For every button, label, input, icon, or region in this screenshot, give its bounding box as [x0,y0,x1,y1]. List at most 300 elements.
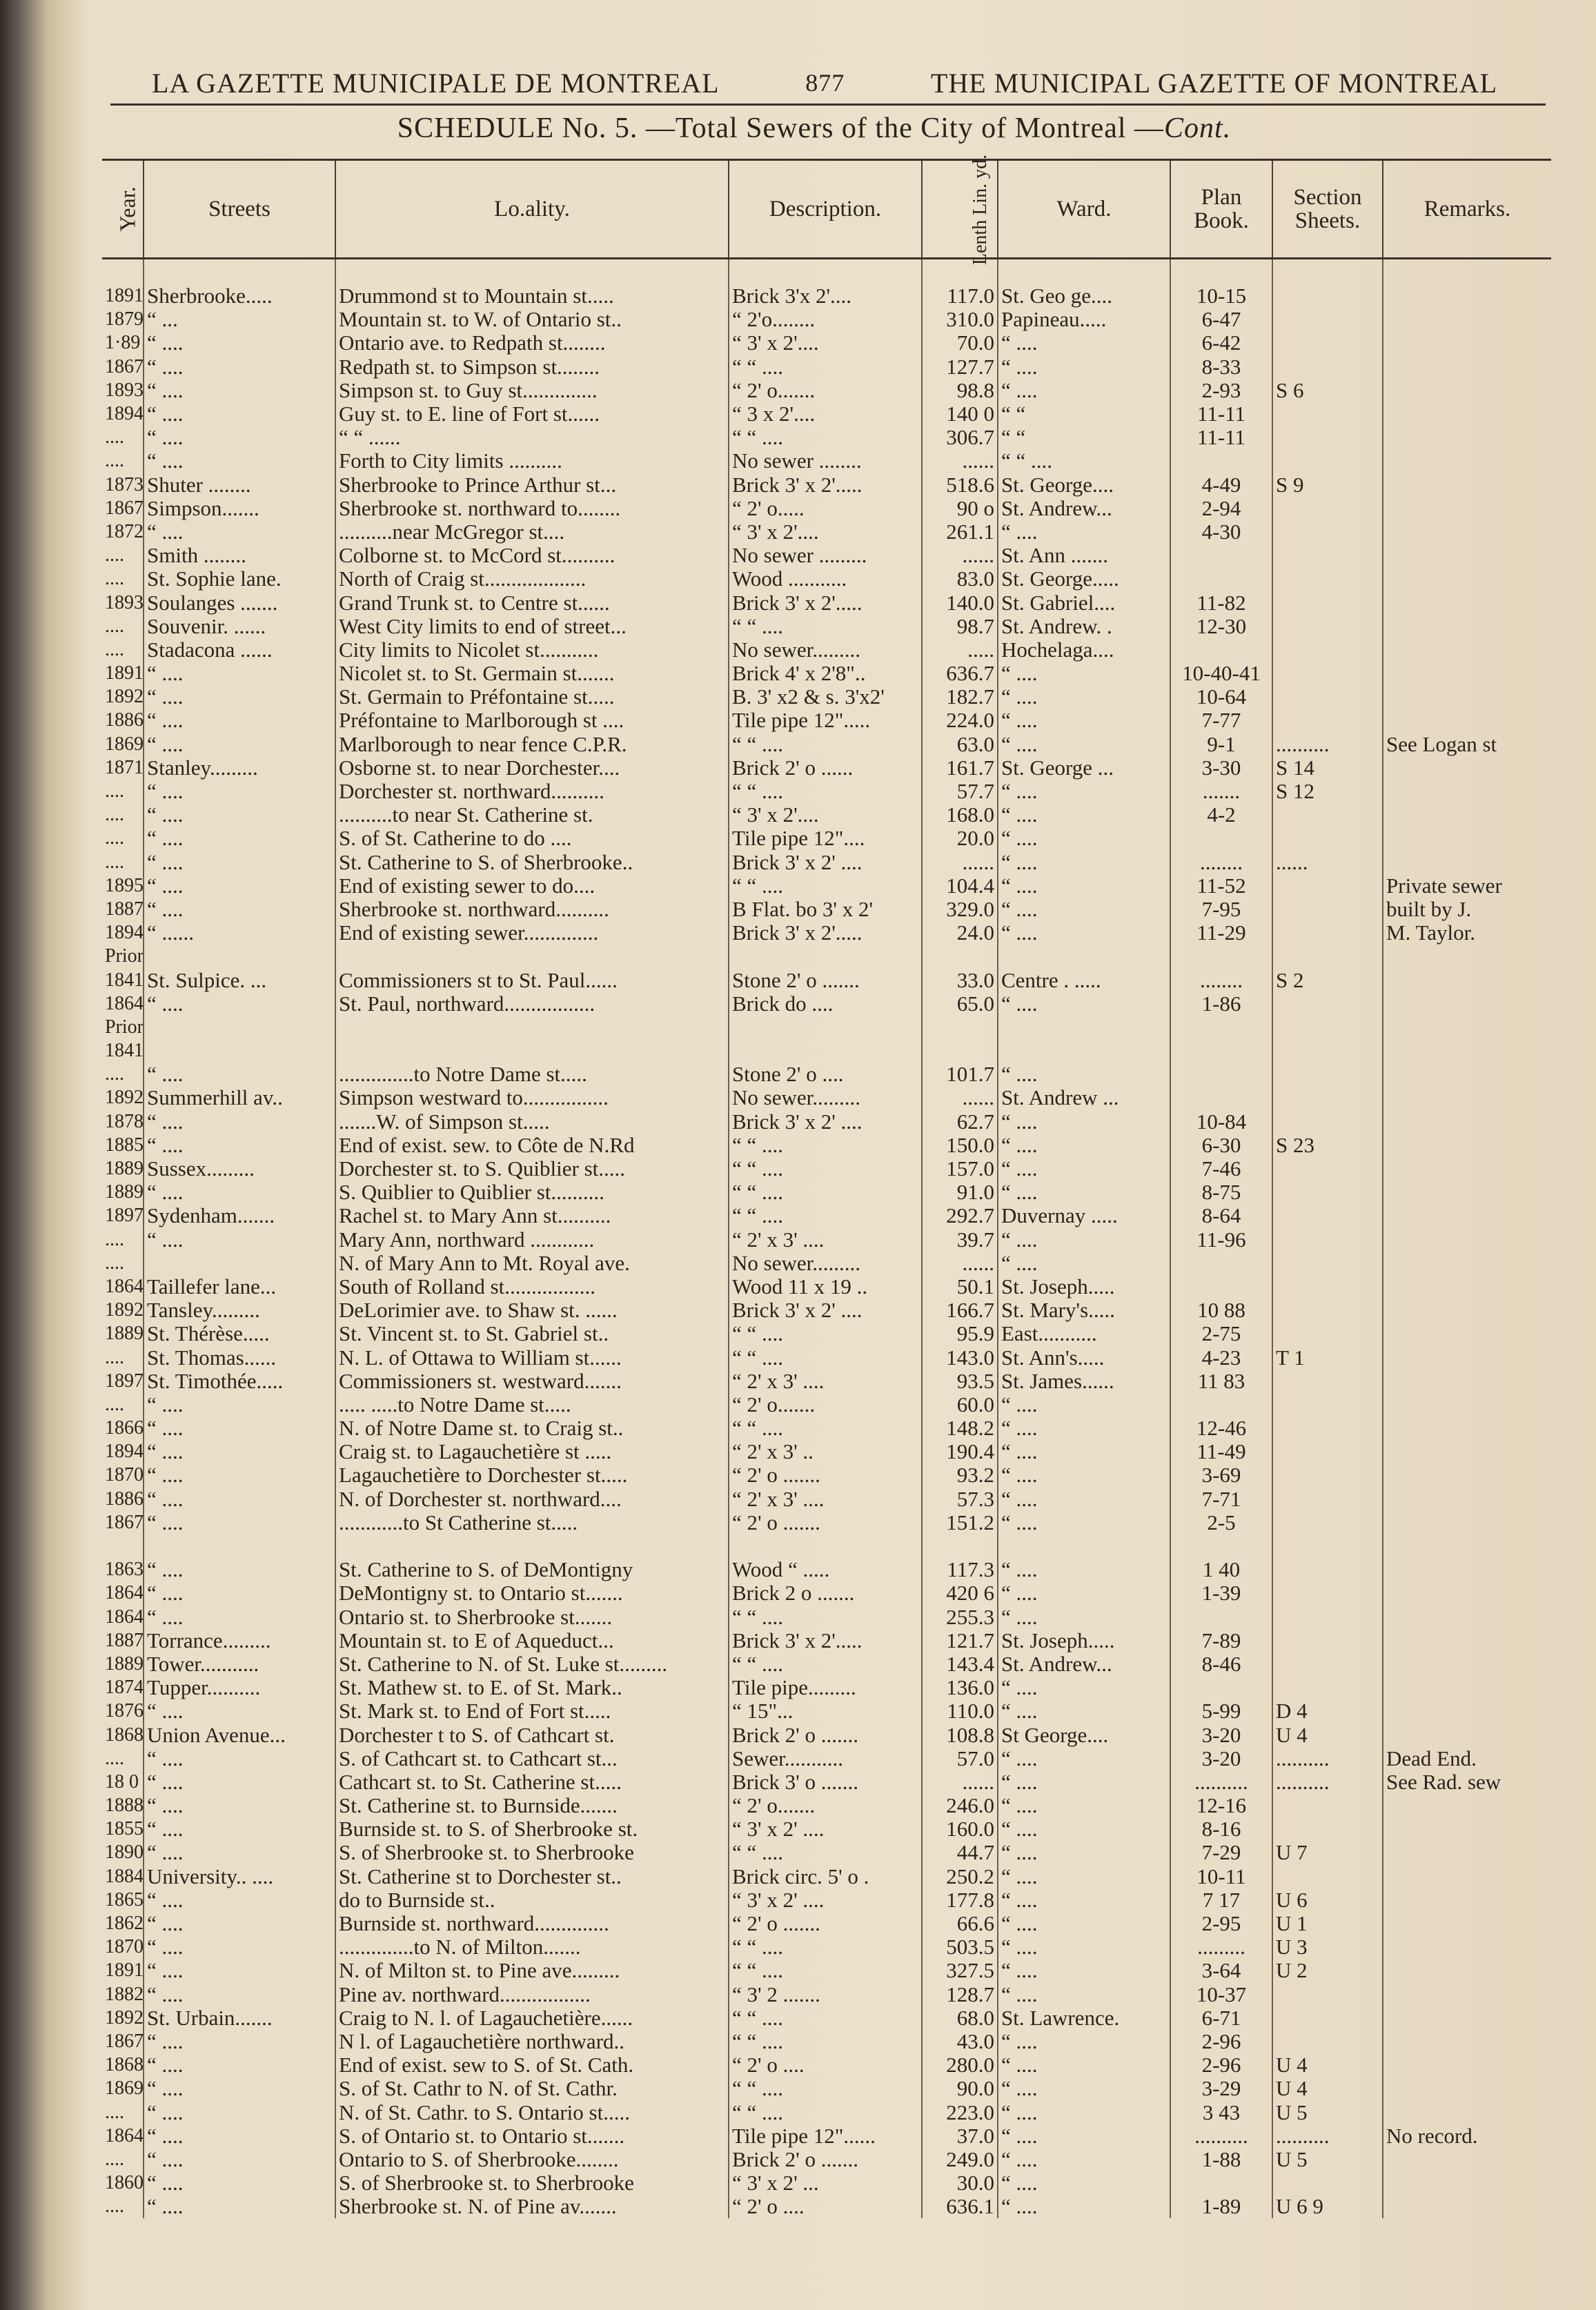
year-cell: 1893 [105,591,144,613]
year-cell: 1864 [105,2124,144,2146]
street-cell: “ .... [144,2077,335,2100]
ward-cell: “ .... [998,2195,1170,2218]
ward-cell: St. Joseph..... [998,1275,1170,1299]
remarks-cell: built by J. [1383,898,1551,921]
col-header-length: Lenth Lin. yd. [922,160,998,259]
length-cell: 128.7 [922,1983,998,2006]
length-cell: 246.0 [922,1794,998,1817]
remarks-cell [1383,1865,1551,1888]
description-cell: “ 2' o....... [729,1393,922,1416]
year-cell: 1841 [105,1040,144,1062]
ward-cell: “ .... [998,1770,1170,1794]
length-cell: 39.7 [922,1228,998,1252]
length-cell: 93.5 [922,1370,998,1393]
locality-cell: Sherbrooke st. N. of Pine av....... [335,2195,729,2218]
table-row [102,1770,1551,1794]
year-cell: .... [105,615,124,637]
plan-book-cell: .......... [1170,1770,1272,1794]
remarks-cell [1383,1275,1551,1299]
table-row [102,520,1551,544]
year-cell: .... [105,2195,124,2218]
length-cell: 66.6 [922,1912,998,1935]
remarks-cell [1383,1488,1551,1511]
street-cell: “ .... [144,709,335,732]
length-cell: 70.0 [922,331,998,355]
remarks-cell [1383,1912,1551,1935]
street-cell: “ .... [144,2030,335,2053]
description-cell: “ “ .... [729,1606,922,1629]
locality-cell: Sherbrooke st. northward to........ [335,497,729,520]
year-cell [102,1534,144,1558]
description-cell: Tile pipe 12"..... [729,709,922,732]
year-cell: .... [105,450,124,472]
street-cell: “ .... [144,898,335,921]
length-cell: 310.0 [922,308,998,331]
street-cell [144,1534,335,1558]
length-cell: ...... [922,851,998,874]
remarks-cell [1383,1935,1551,1959]
remarks-cell [1383,2077,1551,2100]
year-cell: 1891 [105,1959,144,1982]
plan-book-cell: 1-86 [1170,992,1272,1016]
section-sheet-cell [1272,2030,1383,2053]
year-cell: 1888 [105,1795,144,1817]
year-cell: 1862 [105,1913,144,1935]
locality-cell: Burnside st. northward.............. [335,1912,729,1935]
plan-book-cell: 7-89 [1170,1629,1272,1652]
length-cell: 140.0 [922,591,998,614]
street-cell: “ .... [144,1817,335,1841]
year-cell: 1867 [105,1511,144,1533]
plan-book-cell: 3-64 [1170,1959,1272,1982]
section-sheet-cell: U 4 [1272,1723,1383,1746]
table-row [102,497,1551,520]
section-sheet-cell [1272,1629,1383,1652]
plan-book-cell: 5-99 [1170,1699,1272,1723]
year-cell: 1864 [105,1606,144,1628]
remarks-cell [1383,2006,1551,2030]
street-cell: “ .... [144,1511,335,1534]
section-sheet-cell [1272,449,1383,473]
street-cell [144,1039,335,1063]
remarks-cell: Private sewer [1383,874,1551,898]
table-row [102,2030,1551,2053]
length-cell: 90 o [922,497,998,520]
street-cell: “ .... [144,1393,335,1416]
section-sheet-cell [1272,921,1383,945]
description-cell: “ “ .... [729,1204,922,1227]
length-cell: 30.0 [922,2171,998,2195]
plan-book-cell [1170,945,1272,968]
remarks-cell [1383,2053,1551,2077]
section-sheet-cell [1272,497,1383,520]
length-cell: 108.8 [922,1723,998,1746]
table-row [102,1606,1551,1629]
locality-cell: N. L. of Ottawa to William st...... [335,1345,729,1369]
remarks-cell [1383,1581,1551,1605]
ward-cell: “ .... [998,1134,1170,1157]
street-cell: Sherbrooke..... [144,284,335,308]
remarks-cell [1383,1558,1551,1581]
year-cell: 1869 [105,2077,144,2100]
locality-cell: St. Mathew st. to E. of St. Mark.. [335,1676,729,1699]
length-cell: 57.3 [922,1488,998,1511]
section-sheet-cell [1272,1983,1383,2006]
section-sheet-cell [1272,1299,1383,1322]
remarks-cell [1383,945,1551,968]
table-header-row [102,160,1551,259]
remarks-cell [1383,402,1551,426]
street-cell: “ .... [144,1912,335,1935]
street-cell: “ .... [144,1110,335,1134]
plan-book-cell: ........ [1170,851,1272,874]
street-cell: “ .... [144,2171,335,2195]
section-sheet-cell: .......... [1272,2124,1383,2148]
table-row [102,2195,1551,2218]
length-cell: 329.0 [922,898,998,921]
plan-book-cell: ....... [1170,780,1272,803]
street-cell: St. Sulpice. ... [144,968,335,991]
length-cell: 43.0 [922,2030,998,2053]
description-cell: “ “ .... [729,355,922,379]
ward-cell: “ .... [998,1983,1170,2006]
ward-cell: “ .... [998,2171,1170,2195]
page-number: 877 [805,69,845,97]
locality-cell: End of exist. sew. to Côte de N.Rd [335,1134,729,1157]
plan-book-cell: 11-96 [1170,1228,1272,1252]
table-row [102,567,1551,591]
remarks-cell [1383,851,1551,874]
year-cell: .... [105,426,124,448]
description-cell: “ 3' x 2' ... [729,2171,922,2195]
street-cell: “ .... [144,1747,335,1770]
locality-cell: Mountain st. to W. of Ontario st.. [335,308,729,331]
street-cell: Taillefer lane... [144,1275,335,1299]
year-cell: 1886 [105,709,144,731]
description-cell: “ “ .... [729,1935,922,1959]
description-cell: B Flat. bo 3' x 2' [729,898,922,921]
length-cell: 160.0 [922,1817,998,1841]
year-cell: 1868 [105,1724,144,1746]
locality-cell: St. Vincent st. to St. Gabriel st.. [335,1322,729,1345]
description-cell: Brick 3' x 2'..... [729,1629,922,1652]
year-cell: .... [105,1228,124,1250]
table-row [102,1581,1551,1605]
locality-cell: Osborne st. to near Dorchester.... [335,756,729,780]
description-cell: “ “ .... [729,1181,922,1204]
length-cell [922,1016,998,1039]
street-cell: “ .... [144,1463,335,1487]
ward-cell: St. Mary's..... [998,1299,1170,1322]
table-row [102,1157,1551,1181]
description-cell: “ 2'o........ [729,308,922,331]
length-cell: 157.0 [922,1157,998,1181]
remarks-cell: See Rad. sew [1383,1770,1551,1794]
section-sheet-cell [1272,544,1383,567]
remarks-cell [1383,615,1551,638]
year-cell: 1895 [105,874,144,896]
ward-cell: “ .... [998,1888,1170,1912]
ward-cell: “ .... [998,733,1170,756]
remarks-cell [1383,1016,1551,1039]
ward-cell: St. Andrew... [998,1652,1170,1676]
ward-cell: “ .... [998,1228,1170,1252]
ward-cell: St. Andrew. . [998,615,1170,638]
street-cell: “ .... [144,1416,335,1440]
year-cell: 1872 [105,520,144,542]
year-cell: .... [105,804,124,826]
length-cell: 95.9 [922,1322,998,1345]
street-cell: St. Urbain....... [144,2006,335,2030]
locality-cell: Préfontaine to Marlborough st .... [335,709,729,732]
remarks-cell [1383,1888,1551,1912]
ward-cell: St. Andrew ... [998,1086,1170,1109]
locality-cell: N. of Notre Dame st. to Craig st.. [335,1416,729,1440]
street-cell: “ .... [144,1558,335,1581]
street-cell: Tower........... [144,1652,335,1676]
locality-cell: Rachel st. to Mary Ann st.......... [335,1204,729,1227]
year-cell: 1894 [105,403,144,425]
year-cell: 1870 [105,1936,144,1958]
locality-cell: Forth to City limits .......... [335,449,729,473]
year-cell: 1887 [105,898,144,920]
locality-cell: Mary Ann, northward ............ [335,1228,729,1252]
table-row [102,1110,1551,1134]
year-cell: 1885 [105,1134,144,1156]
section-sheet-cell [1272,1393,1383,1416]
description-cell: “ 15"... [729,1699,922,1723]
length-cell: 24.0 [922,921,998,945]
plan-book-cell: 9-1 [1170,733,1272,756]
length-cell: 161.7 [922,756,998,780]
section-sheet-cell [1272,520,1383,544]
ward-cell: “ .... [998,1959,1170,1982]
locality-cell: End of exist. sew to S. of St. Cath. [335,2053,729,2077]
table-row [102,1841,1551,1864]
section-sheet-cell [1272,1370,1383,1393]
section-sheet-cell: U 4 [1272,2077,1383,2100]
remarks-cell [1383,2195,1551,2218]
plan-book-cell: 3-30 [1170,756,1272,780]
locality-cell: Sherbrooke to Prince Arthur st... [335,473,729,497]
remarks-cell [1383,1463,1551,1487]
length-cell: 60.0 [922,1393,998,1416]
description-cell: “ 2' x 3' .. [729,1440,922,1463]
plan-book-cell: 4-2 [1170,803,1272,827]
table-row [102,615,1551,638]
year-cell: 1870 [105,1464,144,1486]
ward-cell: “ .... [998,1157,1170,1181]
remarks-cell [1383,1817,1551,1841]
locality-cell: St. Catherine to S. of Sherbrooke.. [335,851,729,874]
year-cell: 1879 [105,308,144,330]
plan-book-cell: 10-15 [1170,284,1272,308]
remarks-cell [1383,662,1551,685]
remarks-cell [1383,1676,1551,1699]
plan-book-cell: 3 43 [1170,2100,1272,2124]
ward-cell: “ .... [998,827,1170,850]
year-cell: 1889 [105,1323,144,1345]
plan-book-cell: 7-77 [1170,709,1272,732]
locality-cell: Sherbrooke st. northward.......... [335,898,729,921]
year-cell: 1892 [105,2006,144,2028]
plan-book-cell [1170,2171,1272,2195]
plan-book-cell: 12-16 [1170,1794,1272,1817]
ward-cell: “ .... [998,1416,1170,1440]
length-cell: 44.7 [922,1841,998,1864]
description-cell: “ 2' o....... [729,379,922,402]
remarks-cell [1383,426,1551,449]
description-cell: “ 2' o .... [729,2053,922,2077]
length-cell: 127.7 [922,355,998,379]
ward-cell: “ .... [998,1511,1170,1534]
length-cell: 261.1 [922,520,998,544]
ward-cell: “ .... [998,898,1170,921]
remarks-cell [1383,2030,1551,2053]
ward-cell: Duvernay ..... [998,1204,1170,1227]
remarks-cell [1383,1086,1551,1109]
ward-cell: “ .... [998,851,1170,874]
ward-cell: “ .... [998,520,1170,544]
table-row [102,992,1551,1016]
plan-book-cell: 2-95 [1170,1912,1272,1935]
street-cell: “ .... [144,2195,335,2218]
table-row [102,1252,1551,1275]
ward-cell: Hochelaga.... [998,638,1170,662]
table-row [102,1747,1551,1770]
locality-cell: Ontario ave. to Redpath st........ [335,331,729,355]
remarks-cell [1383,379,1551,402]
year-cell: 1892 [105,1299,144,1321]
plan-book-cell: 2-94 [1170,497,1272,520]
plan-book-cell: 10-40-41 [1170,662,1272,685]
description-cell: “ “ .... [729,1157,922,1181]
year-cell: .... [105,544,124,566]
locality-cell: N. of St. Cathr. to S. Ontario st..... [335,2100,729,2124]
length-cell: 168.0 [922,803,998,827]
section-sheet-cell: U 1 [1272,1912,1383,1935]
table-row [102,284,1551,308]
street-cell: “ .... [144,733,335,756]
description-cell: “ 2' o..... [729,497,922,520]
year-cell: 1864 [105,1275,144,1297]
year-cell: 1891 [105,285,144,307]
plan-book-cell: 2-96 [1170,2053,1272,2077]
ward-cell: Centre . ..... [998,968,1170,991]
ward-cell [998,1016,1170,1039]
section-sheet-cell [1272,1275,1383,1299]
locality-cell: Drummond st to Mountain st..... [335,284,729,308]
ward-cell: “ .... [998,1488,1170,1511]
length-cell: 33.0 [922,968,998,991]
section-sheet-cell [1272,2171,1383,2195]
section-sheet-cell [1272,1581,1383,1605]
ward-cell: “ .... [998,355,1170,379]
table-row [102,2148,1551,2171]
table-row [102,1935,1551,1959]
description-cell: Stone 2' o .... [729,1063,922,1086]
table-row [102,1016,1551,1039]
section-sheet-cell [1272,1676,1383,1699]
year-cell: 1892 [105,1087,144,1109]
ward-cell: “ .... [998,2030,1170,2053]
remarks-cell [1383,1534,1551,1558]
street-cell: “ .... [144,2100,335,2124]
length-cell: 636.1 [922,2195,998,2218]
section-sheet-cell [1272,1252,1383,1275]
table-row [102,331,1551,355]
table-row [102,1511,1551,1534]
length-cell: 327.5 [922,1959,998,1982]
locality-cell: Marlborough to near fence C.P.R. [335,733,729,756]
col-header-locality: Lo.ality. [335,160,729,259]
plan-book-cell: 4-23 [1170,1345,1272,1369]
street-cell: Tupper.......... [144,1676,335,1699]
table-row [102,638,1551,662]
length-cell: 292.7 [922,1204,998,1227]
description-cell: Brick do .... [729,992,922,1016]
locality-cell: South of Rolland st................. [335,1275,729,1299]
table-row [102,1699,1551,1723]
length-cell: 68.0 [922,2006,998,2030]
section-sheet-cell [1272,1181,1383,1204]
remarks-cell [1383,1393,1551,1416]
plan-book-cell: 10-64 [1170,685,1272,709]
year-cell: 1894 [105,922,144,944]
plan-book-cell: 2-93 [1170,379,1272,402]
locality-cell: St. Catherine st to Dorchester st.. [335,1865,729,1888]
description-cell: Sewer........... [729,1747,922,1770]
remarks-cell [1383,497,1551,520]
street-cell: Simpson....... [144,497,335,520]
plan-book-cell [1170,1252,1272,1275]
length-cell: 280.0 [922,2053,998,2077]
locality-cell [335,1534,729,1558]
street-cell: Stanley......... [144,756,335,780]
remarks-cell [1383,473,1551,497]
length-cell [922,945,998,968]
table-row [102,851,1551,874]
remarks-cell [1383,756,1551,780]
locality-cell: DeMontigny st. to Ontario st....... [335,1581,729,1605]
table-row [102,1134,1551,1157]
remarks-cell [1383,331,1551,355]
remarks-cell [1383,1204,1551,1227]
description-cell: “ 3' x 2'.... [729,520,922,544]
description-cell: “ “ .... [729,2006,922,2030]
table-row [102,756,1551,780]
locality-cell [335,1016,729,1039]
section-sheet-cell [1272,1157,1383,1181]
length-cell: 140 0 [922,402,998,426]
street-cell: Tansley......... [144,1299,335,1322]
section-sheet-cell [1272,567,1383,591]
table-row [102,874,1551,898]
section-sheet-cell: U 6 [1272,1888,1383,1912]
ward-cell: “ .... [998,2053,1170,2077]
description-cell: “ “ .... [729,1322,922,1345]
street-cell: “ .... [144,874,335,898]
ward-cell: St. Ann ....... [998,544,1170,567]
description-cell [729,945,922,968]
locality-cell: N l. of Lagauchetière northward.. [335,2030,729,2053]
locality-cell: Craig to N. l. of Lagauchetière...... [335,2006,729,2030]
table-row [102,2100,1551,2124]
remarks-cell [1383,1606,1551,1629]
plan-book-cell: 10-84 [1170,1110,1272,1134]
plan-book-cell: 7-46 [1170,1157,1272,1181]
length-cell: ...... [922,1252,998,1275]
